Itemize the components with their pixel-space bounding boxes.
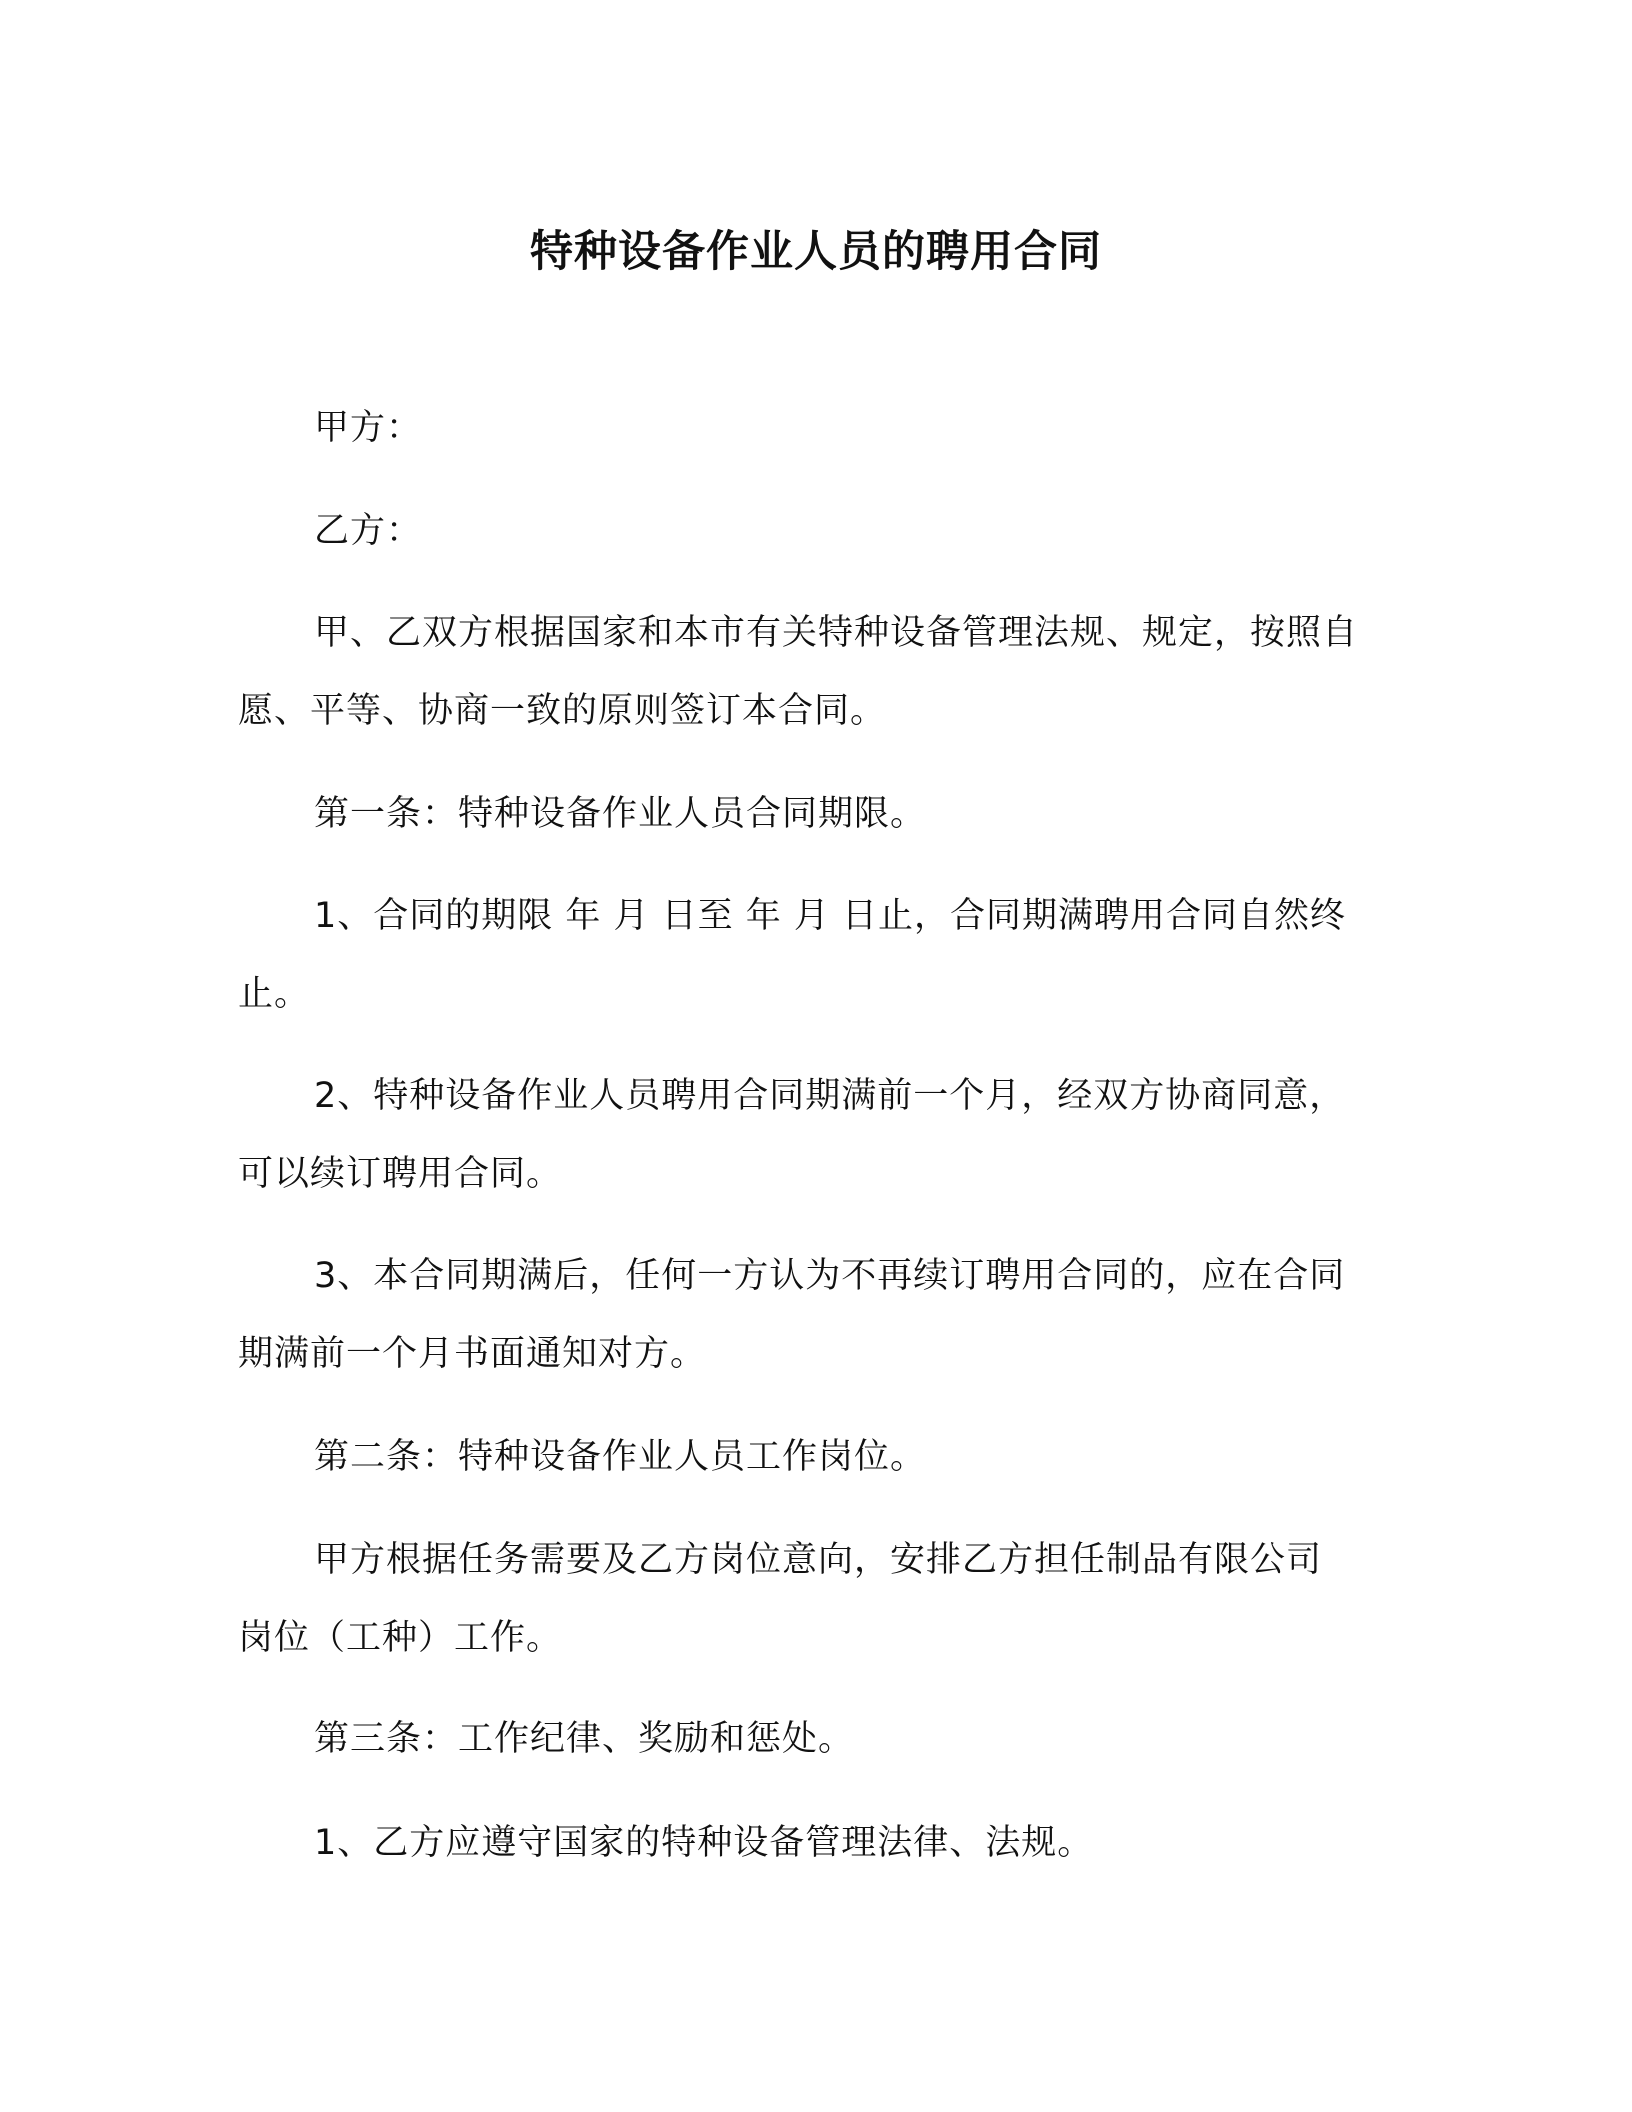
article-3-clause-1: 1、乙方应遵守国家的特种设备管理法律、法规。 [314, 1823, 1094, 1863]
article-1-heading: 第一条：特种设备作业人员合同期限。 [314, 794, 927, 834]
document-title: 特种设备作业人员的聘用合同 [530, 227, 1102, 277]
article-2-heading: 第二条：特种设备作业人员工作岗位。 [314, 1437, 927, 1477]
article-1-clause-1: 1、合同的期限 年 月 日至 年 月 日止，合同期满聘用合同自然终止。 [238, 896, 1347, 1014]
preamble-paragraph: 甲、乙双方根据国家和本市有关特种设备管理法规、规定，按照自愿、平等、协商一致的原则签订本合同。 [238, 613, 1359, 731]
party-a-line: 甲方： [314, 408, 423, 448]
article-2-paragraph: 甲方根据任务需要及乙方岗位意向，安排乙方担任制品有限公司 岗位（工种）工作。 [238, 1540, 1323, 1658]
party-b-line: 乙方： [314, 511, 423, 551]
article-1-clause-3: 3、本合同期满后，任何一方认为不再续订聘用合同的，应在合同期满前一个月书面通知对方。 [238, 1256, 1346, 1374]
article-1-clause-2: 2、特种设备作业人员聘用合同期满前一个月，经双方协商同意，可以续订聘用合同。 [238, 1076, 1346, 1194]
article-3-heading: 第三条：工作纪律、奖励和惩处。 [314, 1719, 855, 1759]
